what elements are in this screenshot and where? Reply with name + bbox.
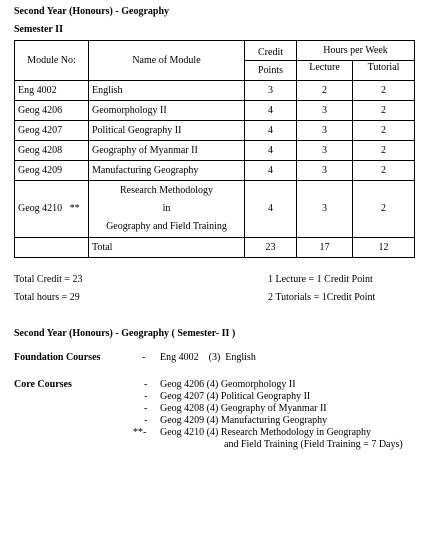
table-row-total bbox=[15, 238, 415, 258]
module-code: Geog 4208 bbox=[15, 141, 89, 161]
total-blank bbox=[15, 238, 89, 258]
core-course-continuation: and Field Training (Field Training = 7 Days) bbox=[224, 439, 403, 450]
core-marker: - bbox=[144, 379, 148, 390]
table-row bbox=[15, 121, 415, 141]
module-lecture: 3 bbox=[297, 121, 353, 141]
lecture-rule-note: 1 Lecture = 1 Credit Point bbox=[268, 274, 373, 285]
section-heading: Second Year (Honours) - Geography ( Semester- II ) bbox=[14, 328, 236, 339]
page-heading: Second Year (Honours) - Geography bbox=[14, 6, 169, 17]
module-lecture: 3 bbox=[297, 181, 353, 238]
module-lecture: 3 bbox=[297, 101, 353, 121]
module-name-line-3: Geography and Field Training bbox=[106, 221, 227, 232]
module-credit: 4 bbox=[245, 141, 297, 161]
header-tutorial: Tutorial bbox=[353, 61, 415, 81]
module-tutorial: 2 bbox=[353, 161, 415, 181]
module-name-line-2: in bbox=[162, 203, 171, 214]
core-course: Geog 4210 (4) Research Methodology in Geography bbox=[160, 427, 372, 438]
module-credit: 4 bbox=[245, 121, 297, 141]
foundation-dash: - bbox=[142, 352, 146, 363]
core-course: Geog 4207 (4) Political Geography II bbox=[160, 391, 311, 402]
core-course: Geog 4209 (4) Manufacturing Geography bbox=[160, 415, 328, 426]
table-row bbox=[15, 101, 415, 121]
module-code-text: Geog 4210 bbox=[18, 203, 63, 214]
header-credit: Credit bbox=[245, 41, 297, 61]
core-label: Core Courses bbox=[14, 379, 72, 390]
core-course: Geog 4206 (4) Geomorphology II bbox=[160, 379, 296, 390]
total-label: Total bbox=[89, 238, 245, 258]
module-name: Manufacturing Geography bbox=[89, 161, 245, 181]
total-lecture: 17 bbox=[297, 238, 353, 258]
total-credit-note: Total Credit = 23 bbox=[14, 274, 83, 285]
total-credit: 23 bbox=[245, 238, 297, 258]
module-credit: 4 bbox=[245, 101, 297, 121]
total-tutorial: 12 bbox=[353, 238, 415, 258]
module-tutorial: 2 bbox=[353, 141, 415, 161]
module-lecture: 3 bbox=[297, 141, 353, 161]
header-hours: Hours per Week bbox=[297, 41, 415, 61]
module-lecture: 3 bbox=[297, 161, 353, 181]
core-marker: - bbox=[144, 391, 148, 402]
module-credit: 4 bbox=[245, 161, 297, 181]
header-module-name: Name of Module bbox=[89, 41, 245, 81]
module-credit: 4 bbox=[245, 181, 297, 238]
core-marker: - bbox=[144, 415, 148, 426]
module-credit: 3 bbox=[245, 81, 297, 101]
header-credit-points: Points bbox=[245, 61, 297, 81]
semester-heading: Semester II bbox=[14, 24, 63, 35]
foundation-label: Foundation Courses bbox=[14, 352, 101, 363]
header-lecture: Lecture bbox=[297, 61, 353, 81]
table-row-research bbox=[15, 181, 415, 238]
table-row bbox=[15, 81, 415, 101]
module-name bbox=[89, 181, 245, 238]
module-code bbox=[15, 181, 89, 238]
total-hours-note: Total hours = 29 bbox=[14, 292, 80, 303]
module-tutorial: 2 bbox=[353, 121, 415, 141]
module-tutorial: 2 bbox=[353, 101, 415, 121]
module-code: Geog 4207 bbox=[15, 121, 89, 141]
core-course: Geog 4208 (4) Geography of Myanmar II bbox=[160, 403, 327, 414]
table-row bbox=[15, 161, 415, 181]
module-tutorial: 2 bbox=[353, 81, 415, 101]
tutorial-rule-note: 2 Tutorials = 1Credit Point bbox=[268, 292, 376, 303]
module-tutorial: 2 bbox=[353, 181, 415, 238]
foundation-course: Eng 4002 (3) English bbox=[160, 352, 256, 363]
module-lecture: 2 bbox=[297, 81, 353, 101]
module-code: Eng 4002 bbox=[15, 81, 89, 101]
module-name: Geography of Myanmar II bbox=[89, 141, 245, 161]
module-name: Political Geography II bbox=[89, 121, 245, 141]
required-mark: ** bbox=[69, 203, 80, 214]
header-module-no: Module No: bbox=[15, 41, 89, 81]
module-name: English bbox=[89, 81, 245, 101]
module-code: Geog 4209 bbox=[15, 161, 89, 181]
module-name-line-1: Research Methodology bbox=[119, 185, 214, 196]
core-marker: **- bbox=[133, 427, 147, 438]
module-code: Geog 4206 bbox=[15, 101, 89, 121]
table-row bbox=[15, 141, 415, 161]
core-marker: - bbox=[144, 403, 148, 414]
module-table bbox=[14, 40, 415, 258]
module-name: Geomorphology II bbox=[89, 101, 245, 121]
